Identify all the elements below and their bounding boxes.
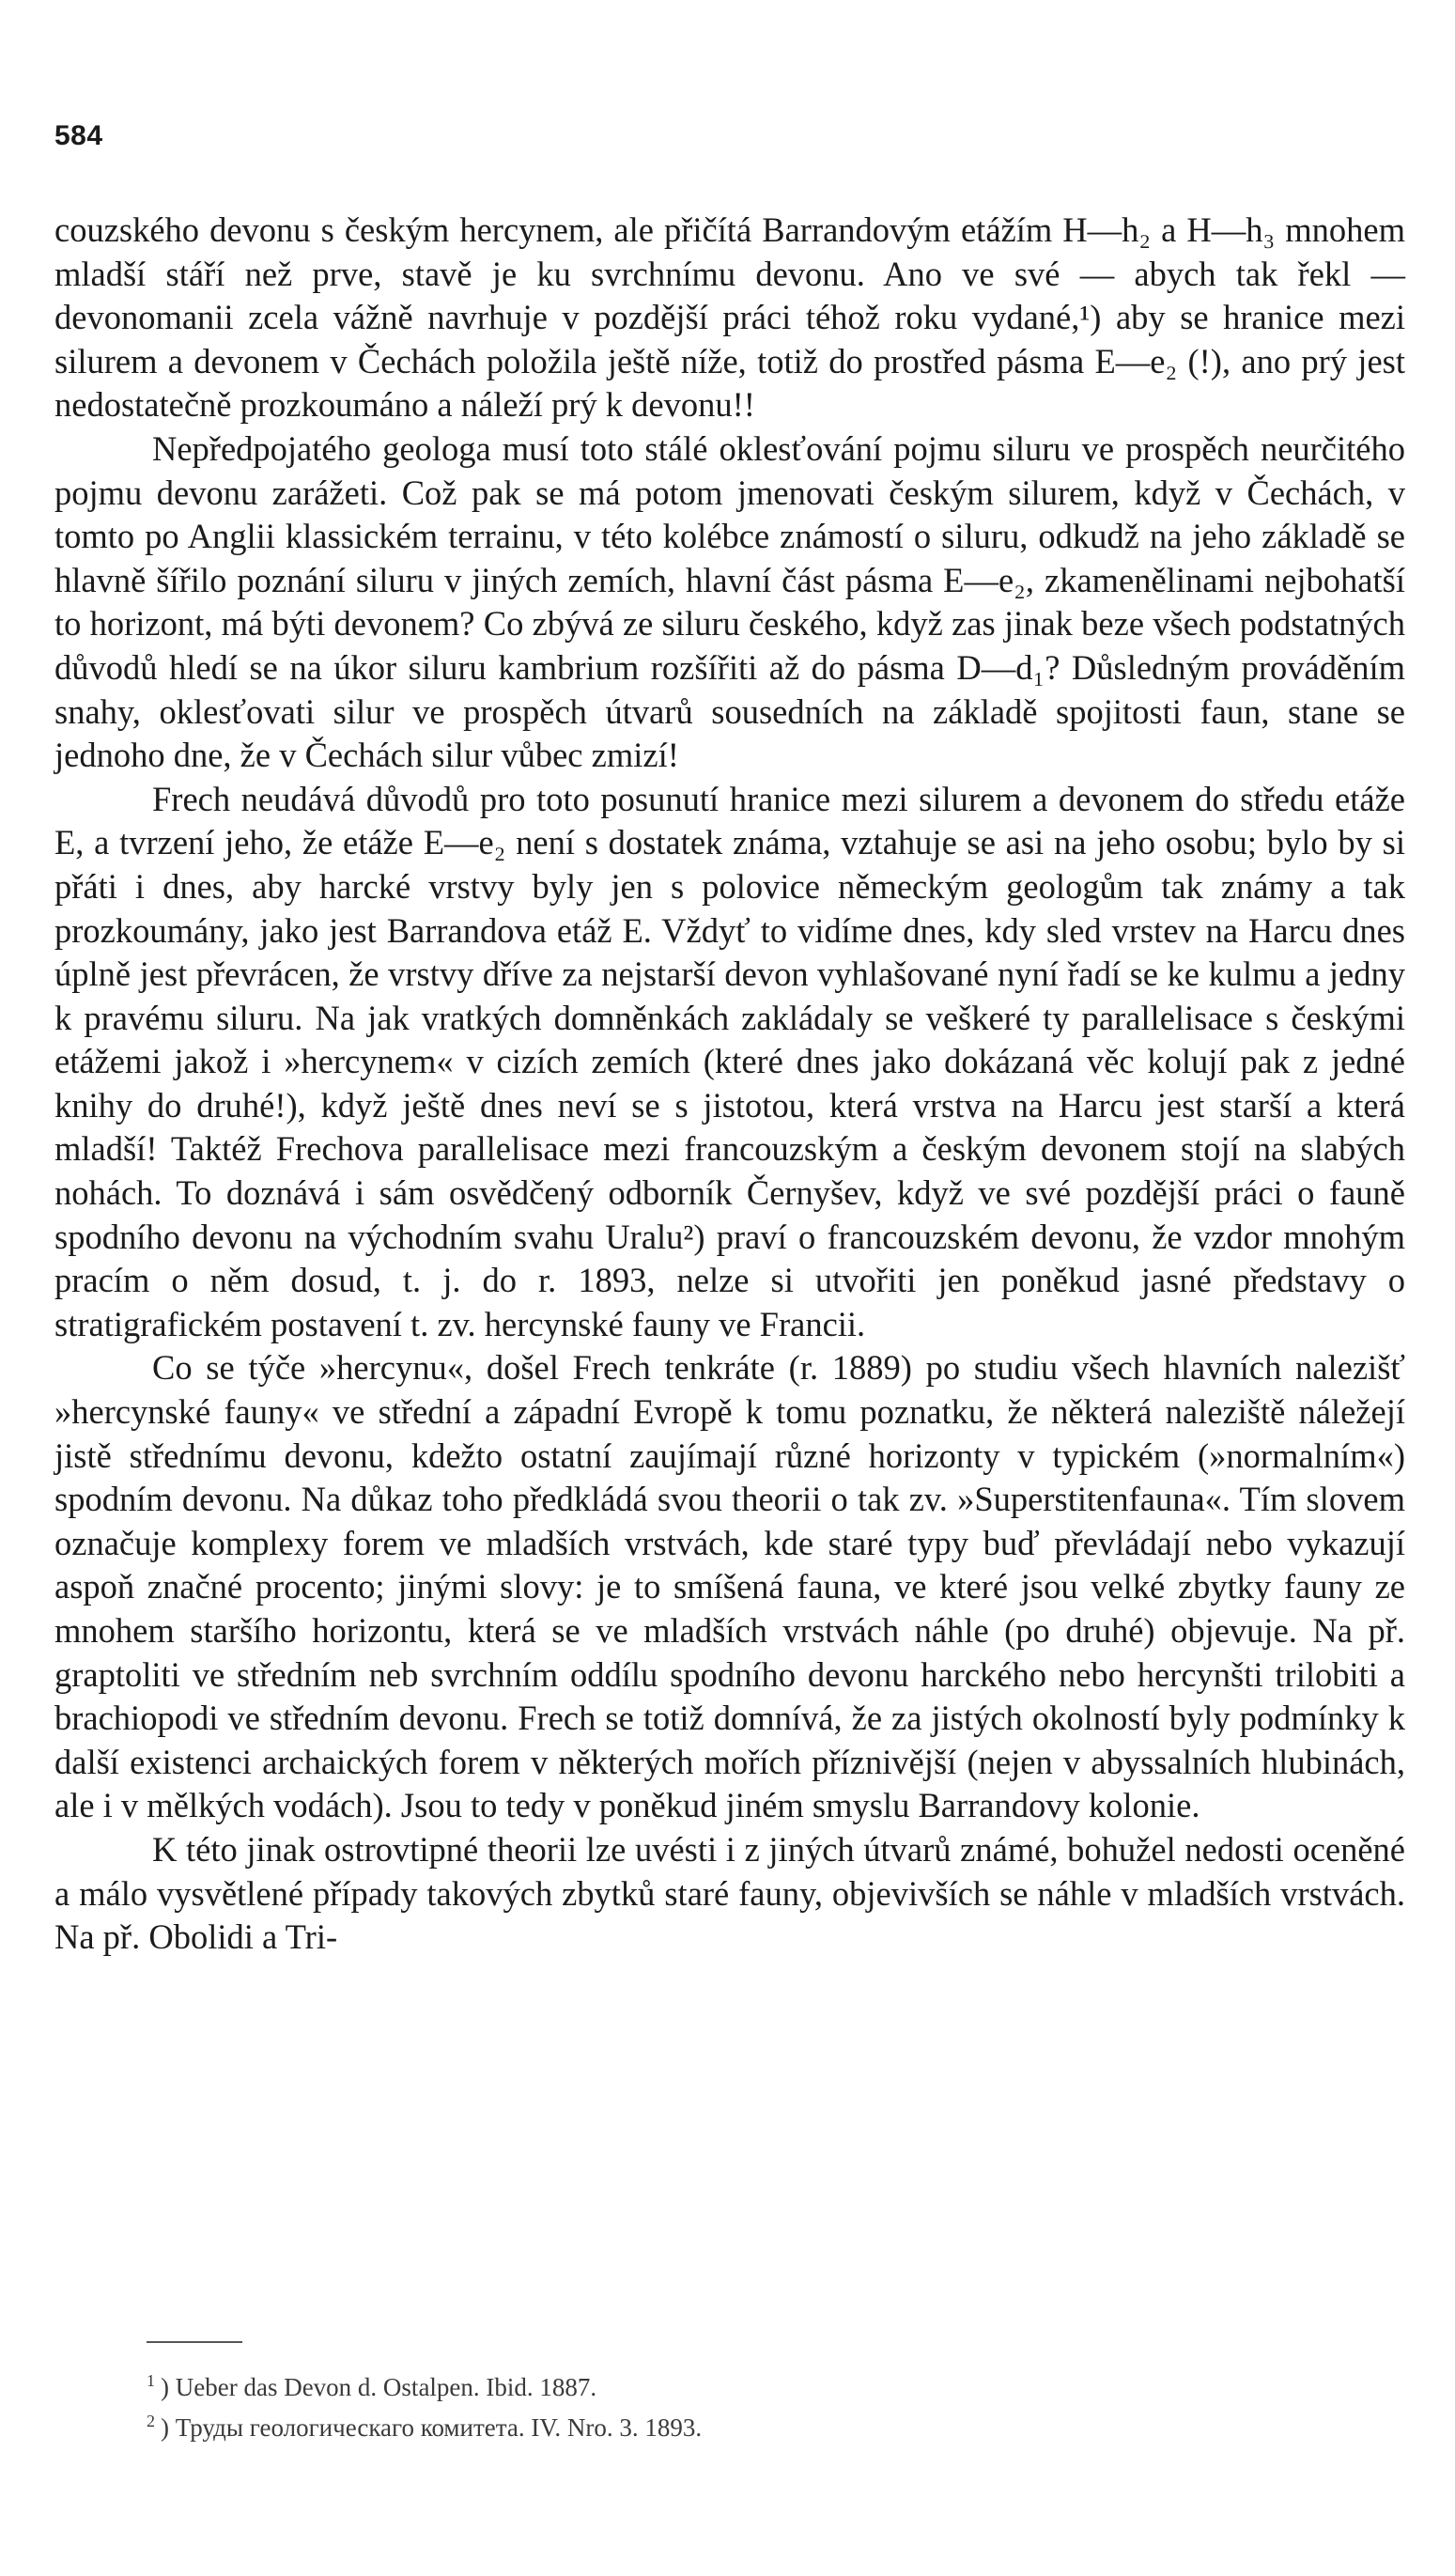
paragraph: couzského devonu s českým hercynem, ale přičítá Barrandovým etážím H—h₂ a H—h₃ mnohem mladší stáří než prve, stavě je ku svrchnímu devonu. Ano ve své — abych tak řekl — devonomanii zcela vážně navrhuje v pozdější práci téhož roku vydané,¹) aby se hranice mezi silurem a devonem v Čechách položila ještě níže, totiž do prostřed pásma E—e₂ (!), ano prý jest nedostatečně prozkoumáno a náleží prý k devonu!! [54,210,1405,425]
footnote: $^2$ ) Труды геологическаго комитета. IV. Nro. 3. 1893. [147,2412,703,2442]
footnotes [147,2364,1274,2444]
paragraph: Frech neudává důvodů pro toto posunutí hranice mezi silurem a devonem do středu etáže E, a tvrzení jeho, že etáže E—e₂ není s dostatek známa, vztahuje se asi na jeho osobu; bylo by si přáti i dnes, aby harcké vrstvy byly jen s polovice německým geologům tak známy a tak prozkoumány, jako jest Barrandova etáž E. Vždyť to vidíme dnes, kdy sled vrstev na Harcu dnes úplně jest převrácen, že vrstvy dříve za nejstarší devon vyhlašované nyní řadí se ke kulmu a jedny k pravému siluru. Na jak vratkých domněnkách zakládaly se veškeré ty parallelisace s českými etážemi jakož i »hercynem« v cizích zemích (které dnes jako dokázaná věc kolují pak z jedné knihy do druhé!), když ještě dnes neví se s jistotou, která vrstva na Harcu jest starší a která mladší! Taktéž Frechova parallelisace mezi francouzským a českým devonem stojí na slabých nohách. To doznává i sám osvědčený odborník Černyšev, když ve své pozdější práci o fauně spodního devonu na východním svahu Uralu²) praví o francouzském devonu, že vzdor mnohým pracím o něm dosud, t. j. do r. 1893, nelze si utvořiti jen poněkud jasné představy o stratigrafickém postavení t. zv. hercynské fauny ve Francii. [54,779,1405,1343]
footnote-mark: 1 [147,2371,155,2390]
paragraph: Co se týče »hercynu«, došel Frech tenkráte (r. 1889) po studiu všech hlavních nalezišť »hercynské fauny« ve střední a západní Evropě k tomu poznatku, že některá naleziště náležejí jistě střednímu devonu, kdežto ostatní zaujímají různé horizonty v typickém (»normalním«) spodním devonu. Na důkaz toho předkládá svou theorii o tak zv. »Superstitenfauna«. Tím slovem označuje komplexy forem ve mladších vrstvách, kde staré typy buď převládají nebo vykazují aspoň značné procento; jinými slovy: je to smíšená fauna, ve které jsou velké zbytky fauny ze mnohem staršího horizontu, která se ve mladších vrstvách náhle (po druhé) objevuje. Na př. graptoliti ve středním neb svrchním oddílu spodního devonu harckého nebo hercynšti trilobiti a brachiopodi ve středním devonu. Frech se totiž domnívá, že za jistých okolností byly podmínky k další existenci archaických forem v některých mořích příznivější (nejen v abyssalních hlubinách, ale i v mělkých vodách). Jsou to tedy v poněkud jiném smyslu Barrandovy kolonie. [54,1348,1405,1825]
footnote-divider [147,2341,242,2343]
body-text [54,209,1405,1960]
paragraph: Nepředpojatého geologa musí toto stálé oklesťování pojmu siluru ve prospěch neurčitého pojmu devonu zarážeti. Což pak se má potom jmenovati českým silurem, když v Čechách, v tomto po Anglii klassickém terrainu, v této kolébce známostí o siluru, odkudž na jeho základě se hlavně šířilo poznání siluru v jiných zemích, hlavní část pásma E—e₂, zkamenělinami nejbohatší to horizont, má býti devonem? Co zbývá ze siluru českého, když zas jinak beze všech podstatných důvodů hledí se na úkor siluru kambrium rozšířiti až do pásma D—d₁? Důsledným prováděním snahy, oklesťovati silur ve prospěch útvarů sousedních na základě spojitosti faun, stane se jednoho dne, že v Čechách silur vůbec zmizí! [54,428,1405,775]
footnote-mark: 2 [147,2412,155,2430]
page-number: 584 [54,120,103,151]
footnote-text: Ueber das Devon d. Ostalpen. Ibid. 1887. [175,2373,597,2401]
paragraph: K této jinak ostrovtipné theorii lze uvésti i z jiných útvarů známé, bohužel nedosti oceněné a málo vysvětlené případy takových zbytků staré fauny, objevivších se náhle v mladších vrstvách. Na př. Obolidi a Tri- [54,1829,1405,1957]
footnote-text: Труды геологическаго комитета. IV. Nro. 3. 1893. [175,2413,703,2442]
footnote: $^1$ ) Ueber das Devon d. Ostalpen. Ibid. 1887. [147,2371,597,2401]
